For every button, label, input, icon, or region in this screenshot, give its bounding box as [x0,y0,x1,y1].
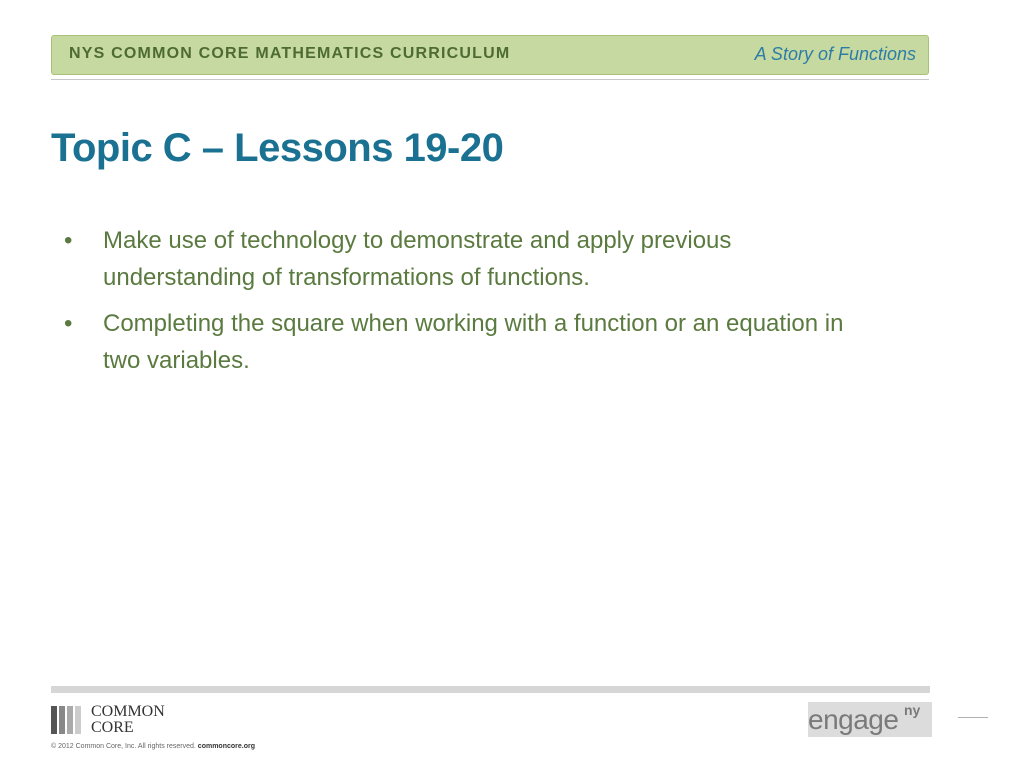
common-core-logo-icon [51,706,81,734]
logo-bar [75,706,81,734]
header-band [51,35,929,75]
copyright-notice [51,743,255,750]
footer-divider [51,686,930,693]
story-label: A Story of Functions [754,44,916,64]
common-core-logo [51,704,191,738]
bullet-text: Make use of technology to demonstrate and apply previous understanding of transformations of functions. [103,227,732,291]
bullet-text: Completing the square when working with a function or an equation in two variables. [103,310,844,374]
logo-bar [59,706,65,734]
common-core-wordmark [91,704,165,736]
curriculum-label: NYS COMMON CORE MATHEMATICS CURRICULUM [69,45,511,62]
corner-divider [958,717,988,718]
engage-superscript: ny [904,702,921,718]
bullet-dot-icon: • [64,227,73,254]
copyright-text: © 2012 Common Core, Inc. All rights reserved. [51,743,196,750]
bullet-item [51,222,881,296]
copyright-link[interactable]: commoncore.org [197,743,255,750]
engageny-logo [808,702,932,737]
engage-wordmark: engage [808,704,899,735]
header-divider [51,79,929,80]
logo-bar [51,706,57,734]
bullet-item [51,305,881,379]
logo-line-2: CORE [91,719,134,736]
bullet-dot-icon: • [64,310,73,337]
logo-line-1: COMMON [91,703,165,720]
logo-bar [67,706,73,734]
bullet-list [51,222,881,388]
slide-title: Topic C – Lessons 19-20 [51,126,504,170]
